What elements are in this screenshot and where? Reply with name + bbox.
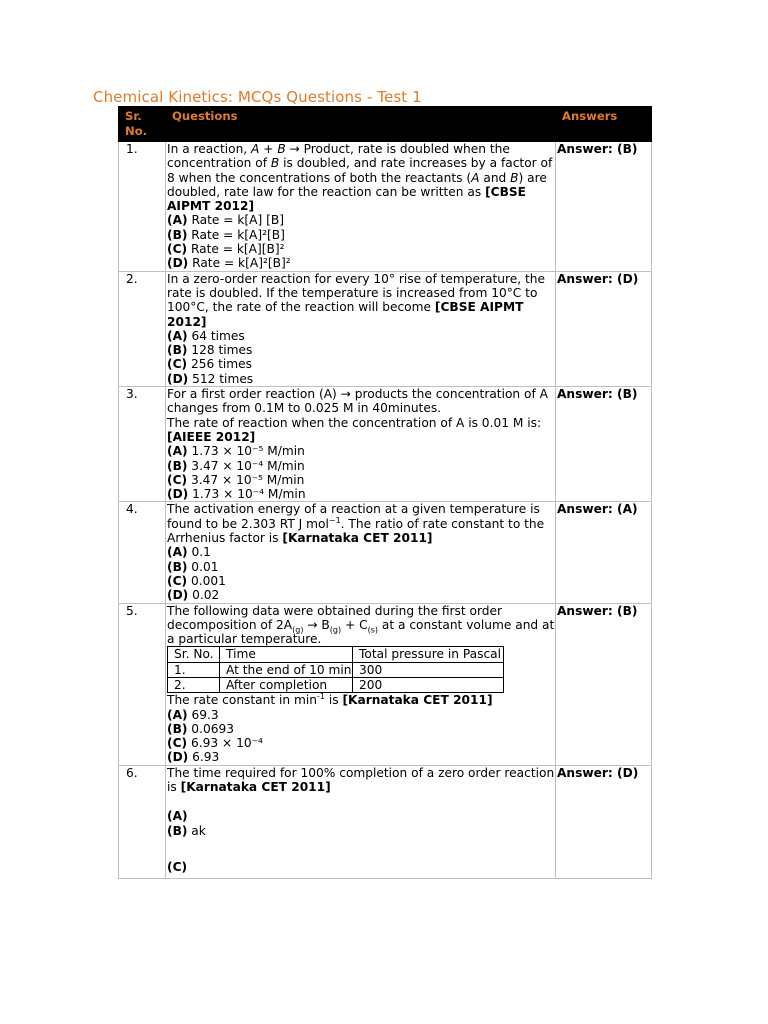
question-text [166, 387, 556, 502]
option-label: (B) [167, 721, 188, 736]
question-line: Product, rate is doubled when the concentration of [167, 142, 510, 171]
mcq-table [118, 106, 652, 879]
question-source: [Karnataka CET 2011] [180, 780, 331, 795]
subscript: (s) [367, 625, 379, 635]
option-label: (C) [167, 472, 188, 487]
data-table-cell: Total pressure in Pascal [353, 647, 504, 662]
question-var: A [471, 170, 480, 185]
question-source: [CBSE AIPMT 2012] [167, 184, 526, 214]
question-number: 6. [119, 765, 166, 878]
data-table-header [168, 647, 504, 662]
option-text: ak [187, 823, 206, 838]
data-table-cell: At the end of 10 min [220, 662, 353, 677]
question-number: 1. [119, 142, 166, 272]
question-text [166, 603, 556, 765]
subscript: (g) [292, 625, 304, 635]
header-sr-no: Sr. No. [119, 107, 166, 142]
data-table-cell: 300 [353, 662, 504, 677]
option-text: 0.0693 [187, 721, 234, 736]
question-line: is [324, 693, 343, 708]
option-label: (A) [167, 707, 188, 722]
question-line: The time required for 100% completion of a zero order reaction is [167, 765, 555, 795]
question-line: . The ratio of rate constant to the Arrhenius factor is [167, 516, 545, 546]
question-source: [Karnataka CET 2011] [282, 531, 433, 546]
answer-cell: Answer: (D) [556, 271, 652, 386]
question-number: 5. [119, 603, 166, 765]
question-var: B [510, 170, 519, 185]
header-questions: Questions [166, 107, 556, 142]
option-text: 1.73 × 10⁻⁵ M/min [187, 444, 305, 459]
question-text [166, 142, 556, 272]
data-table-cell: Sr. No. [168, 647, 220, 662]
question-line: + C [341, 617, 368, 632]
option-label: (A) [167, 809, 188, 824]
question-line: → B [303, 617, 330, 632]
option-text: 0.01 [187, 559, 219, 574]
option-label: (D) [167, 256, 189, 271]
table-row [119, 765, 652, 878]
table-row [119, 271, 652, 386]
question-number: 3. [119, 387, 166, 502]
option-label: (B) [167, 458, 188, 473]
question-line: In a reaction, [167, 142, 252, 156]
option-label: (B) [167, 823, 188, 838]
answer-cell: Answer: (B) [556, 387, 652, 502]
option-text: 512 times [188, 371, 254, 386]
option-text: Rate = k[A] [B] [187, 213, 285, 228]
option-label: (D) [167, 588, 189, 603]
table-row [119, 142, 652, 272]
table-row [119, 387, 652, 502]
question-line: ) are doubled, rate law for the reaction can be written as [167, 170, 547, 199]
table-row [119, 502, 652, 603]
option-text: 1.73 × 10⁻⁴ M/min [188, 487, 306, 502]
option-text: 0.02 [188, 588, 220, 603]
superscript: −1 [328, 515, 341, 525]
header-answers: Answers [556, 107, 652, 142]
page-title: Chemical Kinetics: MCQs Questions - Test 1 [93, 88, 422, 106]
option-label: (C) [167, 573, 188, 588]
data-table-cell: 200 [353, 677, 504, 692]
answer-cell: Answer: (D) [556, 765, 652, 878]
option-text: 69.3 [187, 707, 219, 722]
question-number: 2. [119, 271, 166, 386]
option-label: (A) [167, 444, 188, 459]
option-label: (B) [167, 343, 188, 358]
question-line: and [479, 170, 511, 185]
data-table-cell: 2. [168, 677, 220, 692]
data-table-cell: After completion [220, 677, 353, 692]
option-label: (A) [167, 328, 188, 343]
option-text: 0.1 [187, 545, 211, 560]
table-row [119, 603, 652, 765]
option-text: 6.93 × 10⁻⁴ [187, 736, 263, 751]
question-source: [Karnataka CET 2011] [342, 693, 493, 708]
answer-cell: Answer: (B) [556, 142, 652, 272]
option-label: (C) [167, 242, 188, 257]
subscript: (g) [329, 625, 342, 635]
option-text: 3.47 × 10⁻⁴ M/min [187, 458, 305, 473]
question-formula: A + B → [251, 142, 304, 156]
question-line: at a constant volume and at a particular temperature. [167, 617, 555, 647]
option-label: (B) [167, 227, 188, 242]
question-line: For a first order reaction (A) → products the concentration of A changes from 0.1M to 0.025 M in 40minutes. [167, 387, 548, 416]
option-text: 64 times [187, 328, 245, 343]
option-text: 128 times [187, 343, 253, 358]
question-line: The following data were obtained during the first order decomposition of 2A [167, 603, 503, 632]
option-text: 6.93 [188, 750, 220, 765]
option-label: (D) [167, 750, 189, 765]
question-line: The activation energy of a reaction at a given temperature is found to be 2.303 RT J mol [167, 502, 540, 531]
question-text [166, 502, 556, 603]
data-table-cell: Time [220, 647, 353, 662]
option-text: Rate = k[A][B]² [187, 242, 285, 257]
question-line: The rate constant in min [167, 693, 317, 708]
option-label: (A) [167, 213, 188, 228]
option-label: (C) [167, 859, 188, 874]
data-table-row [168, 662, 504, 677]
question-text [166, 765, 556, 878]
option-text: Rate = k[A]²[B] [187, 227, 285, 242]
option-label: (C) [167, 357, 188, 372]
data-table-row [168, 677, 504, 692]
question-number: 4. [119, 502, 166, 603]
table-header-row [119, 107, 652, 142]
answer-cell: Answer: (B) [556, 603, 652, 765]
option-label: (C) [167, 736, 188, 751]
question-line: The rate of reaction when the concentration of A is 0.01 M is: [167, 415, 542, 430]
question-line: In a zero-order reaction for every 10° rise of temperature, the rate is doubled. If the temperature is increased from 10°C to 100°C, the rate of the reaction will become [167, 271, 545, 315]
question-line: is doubled, and rate increases by a factor of 8 when the concentrations of both the reactants ( [167, 156, 553, 185]
question-source: [AIEEE 2012] [167, 429, 256, 444]
question-source: [CBSE AIPMT 2012] [167, 300, 524, 329]
option-label: (D) [167, 371, 189, 386]
option-label: (D) [167, 487, 189, 502]
question-text [166, 271, 556, 386]
question-var: B [270, 156, 280, 171]
option-label: (B) [167, 559, 188, 574]
option-label: (A) [167, 545, 188, 560]
option-text: 0.001 [187, 573, 226, 588]
option-text: 3.47 × 10⁻⁵ M/min [187, 472, 305, 487]
answer-cell: Answer: (A) [556, 502, 652, 603]
superscript: -1 [317, 692, 325, 702]
option-text: Rate = k[A]²[B]² [188, 256, 291, 271]
option-text: 256 times [187, 357, 252, 372]
data-table [167, 646, 504, 693]
data-table-cell: 1. [168, 662, 220, 677]
